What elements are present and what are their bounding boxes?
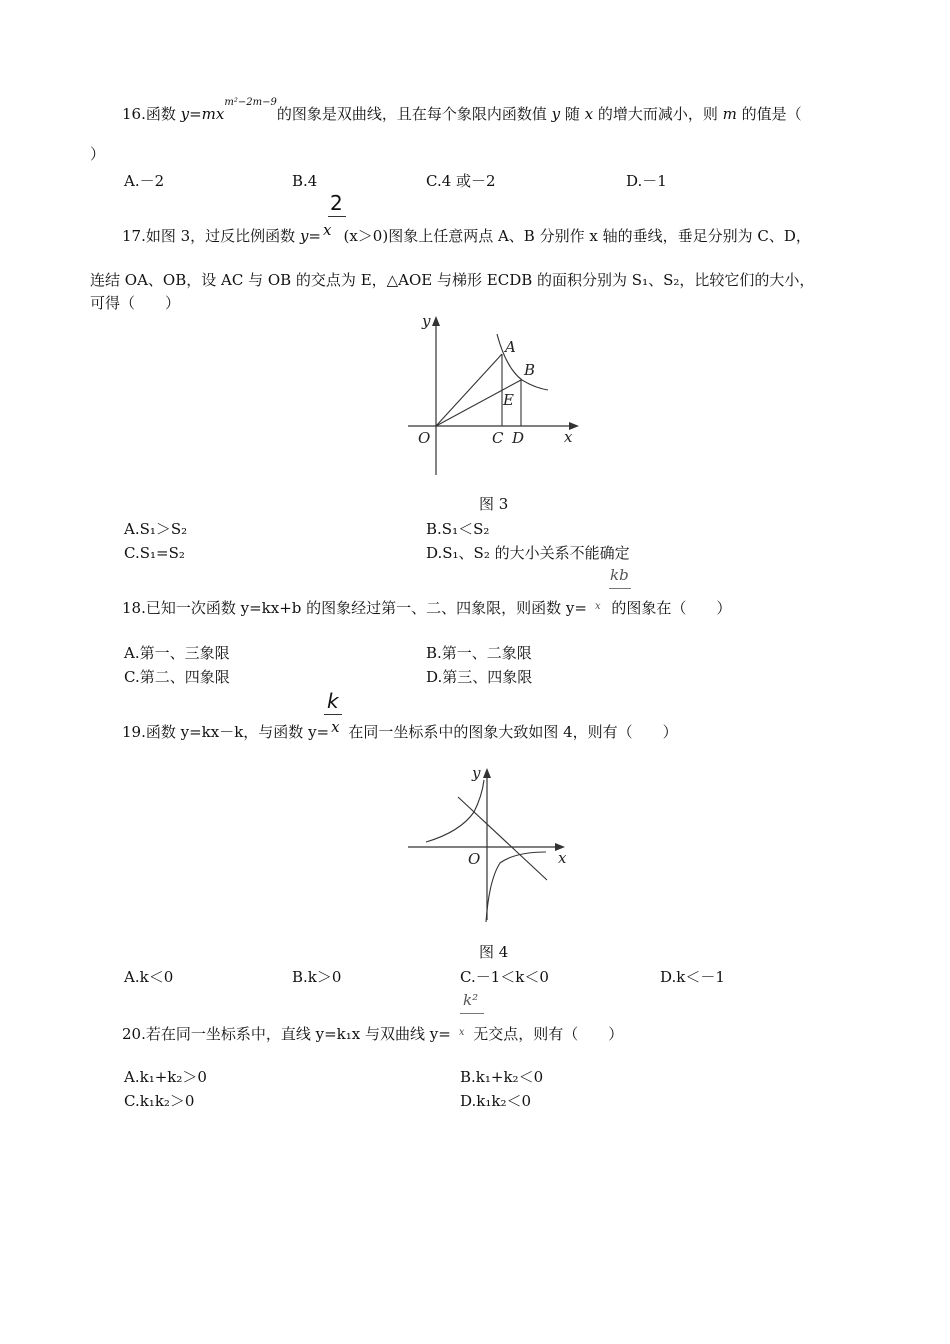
q16-close-paren: ） [90, 145, 106, 163]
figure-4 [400, 760, 580, 930]
q16-exponent: m²−2m−9 [224, 97, 277, 108]
q18-option-c: C.第二、四象限 [124, 668, 230, 686]
q19-stem: 19.函数 y=kx－k，与函数 y= x 在同一坐标系中的图象大致如图 4，则有（ ） [122, 718, 678, 741]
q20-fraction-bar [460, 1013, 484, 1014]
q20-stem: 20.若在同一坐标系中，直线 y=k₁x 与双曲线 y= $^x$ 无交点，则有（ ） [122, 1025, 624, 1043]
fig3-label-A: A [505, 338, 516, 356]
q19-number: 19. [122, 723, 146, 741]
fig3-label-O: O [418, 429, 431, 447]
q18-fraction-numerator: kb [610, 566, 629, 584]
q18-number: 18. [122, 599, 146, 617]
fig3-label-y: y [422, 312, 431, 330]
q19-fraction-denominator: x [331, 718, 340, 736]
fig3-segment-OA [436, 354, 502, 426]
q19-fraction-numerator: k [327, 689, 339, 713]
q20-number: 20. [122, 1025, 146, 1043]
fig3-label-x: x [564, 428, 573, 446]
q17-fraction-denominator: x [323, 221, 332, 239]
q19-option-a: A.k＜0 [124, 968, 174, 986]
q16-option-b: B.4 [292, 172, 318, 190]
q17-stem: 17.如图 3，过反比例函数 y= x (x＞0)图象上任意两点 A、B 分别作 x 轴的垂线，垂足分别为 C、D， [122, 221, 811, 245]
q17-line2: 连结 OA、OB，设 AC 与 OB 的交点为 E，△AOE 与梯形 ECDB 的面积分别为 S₁、S₂，比较它们的大小， [90, 271, 815, 289]
fig3-label-B: B [524, 361, 536, 379]
figure-3-caption: 图 3 [479, 495, 509, 513]
q19-option-c: C.－1＜k＜0 [460, 968, 549, 986]
q17-option-d: D.S₁、S₂ 的大小关系不能确定 [426, 544, 630, 562]
q17-option-a: A.S₁＞S₂ [124, 520, 188, 538]
q18-stem: 18.已知一次函数 y=kx+b 的图象经过第一、二、四象限，则函数 y= $^x$ 的图象在（ ） [122, 599, 732, 617]
figure-3 [400, 310, 590, 485]
q17-number: 17. [122, 227, 146, 245]
q16-number: 16. [122, 105, 146, 123]
q20-fraction-numerator: k² [463, 991, 479, 1009]
q19-fraction-bar [324, 714, 342, 715]
q17-option-c: C.S₁=S₂ [124, 544, 185, 562]
q20-option-a: A.k₁+k₂＞0 [124, 1068, 207, 1086]
q16-option-a: A.－2 [124, 172, 165, 190]
q16-stem: 16.函数 $y=mx^{m^2-2m-9}$的图象是双曲线，且在每个象限内函数值 y 随 x 的增大而减小，则 m 的值是（ [122, 97, 802, 123]
q16-option-c: C.4 或－2 [426, 172, 496, 190]
q18-option-b: B.第一、二象限 [426, 644, 532, 662]
q17-option-b: B.S₁＜S₂ [426, 520, 490, 538]
q18-option-d: D.第三、四象限 [426, 668, 533, 686]
figure-4-caption: 图 4 [479, 943, 509, 961]
fig3-label-D: D [512, 429, 525, 447]
q20-option-d: D.k₁k₂＜0 [460, 1092, 532, 1110]
fig3-label-C: C [492, 429, 504, 447]
q19-option-d: D.k＜－1 [660, 968, 725, 986]
q17-fraction-bar [328, 216, 346, 217]
fig3-label-E: E [503, 391, 514, 409]
fig4-hyperbola-branch-upper [426, 780, 484, 842]
q20-option-b: B.k₁+k₂＜0 [460, 1068, 544, 1086]
fig3-y-arrow [432, 316, 440, 326]
q18-fraction-bar [609, 588, 631, 589]
fig4-hyperbola-branch-lower [486, 852, 546, 922]
q20-fraction-denominator: x [458, 1027, 465, 1038]
q16-option-d: D.－1 [626, 172, 667, 190]
q16-function: y=mx [180, 105, 225, 123]
q20-option-c: C.k₁k₂＞0 [124, 1092, 195, 1110]
fig4-y-arrow [483, 768, 491, 778]
q17-fraction-numerator: 2 [330, 191, 343, 215]
fig4-label-O: O [468, 850, 481, 868]
q18-option-a: A.第一、三象限 [124, 644, 230, 662]
q19-option-b: B.k＞0 [292, 968, 342, 986]
q18-fraction-denominator: x [594, 601, 601, 612]
fig4-label-x: x [558, 849, 567, 867]
q17-line3: 可得（ ） [90, 294, 181, 312]
fig4-label-y: y [472, 764, 481, 782]
